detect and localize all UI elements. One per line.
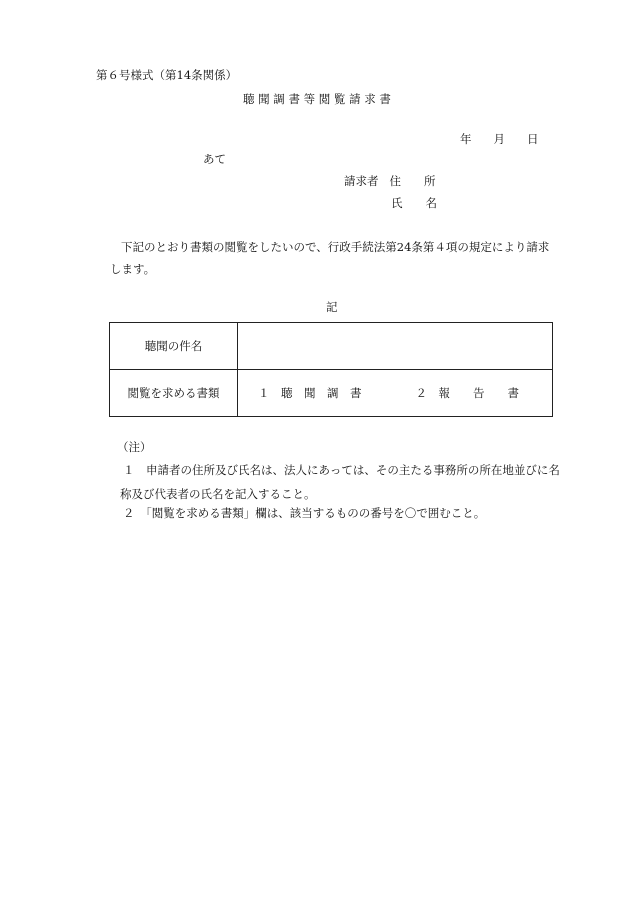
note-1-line-1: １ 申請者の住所及び氏名は、法人にあっては、その主たる事務所の所在地並びに名 (123, 463, 560, 477)
document-title: 聴 聞 調 書 等 閲 覧 請 求 書 (243, 92, 391, 106)
documents-options (238, 370, 553, 417)
request-table (109, 322, 553, 417)
option-report[interactable]: ２ 報 告 書 (415, 386, 519, 400)
form-number: 第６号様式（第14条関係） (96, 68, 238, 82)
date-line (460, 132, 539, 146)
date-day: 日 (527, 132, 539, 146)
name-label: 氏 名 (391, 196, 437, 210)
note-2: ２ 「閲覧を求める書類」欄は、該当するものの番号を〇で囲むこと。 (123, 506, 486, 520)
ki-heading: 記 (326, 300, 338, 314)
address-label: 住 所 (389, 174, 436, 188)
addressee: あて (203, 152, 226, 166)
note-1-line-2: 称及び代表者の氏名を記入すること。 (120, 487, 316, 501)
documents-label: 閲覧を求める書類 (110, 370, 238, 417)
subject-label: 聴聞の件名 (110, 323, 238, 370)
notes-heading: （注） (117, 440, 152, 454)
table-row-documents (110, 370, 553, 417)
table-row-subject (110, 323, 553, 370)
option-hearing-record[interactable]: １ 聴 聞 調 書 (258, 386, 362, 400)
date-year: 年 (460, 132, 472, 146)
request-statement: 下記のとおり書類の閲覧をしたいので、行政手続法第24条第４項の規定により請求します。 (110, 240, 550, 276)
date-month: 月 (493, 132, 505, 146)
requester-address-line (344, 174, 436, 188)
requester-name-line (344, 196, 437, 210)
subject-value-field[interactable] (238, 323, 553, 370)
requester-label: 請求者 (344, 174, 379, 188)
